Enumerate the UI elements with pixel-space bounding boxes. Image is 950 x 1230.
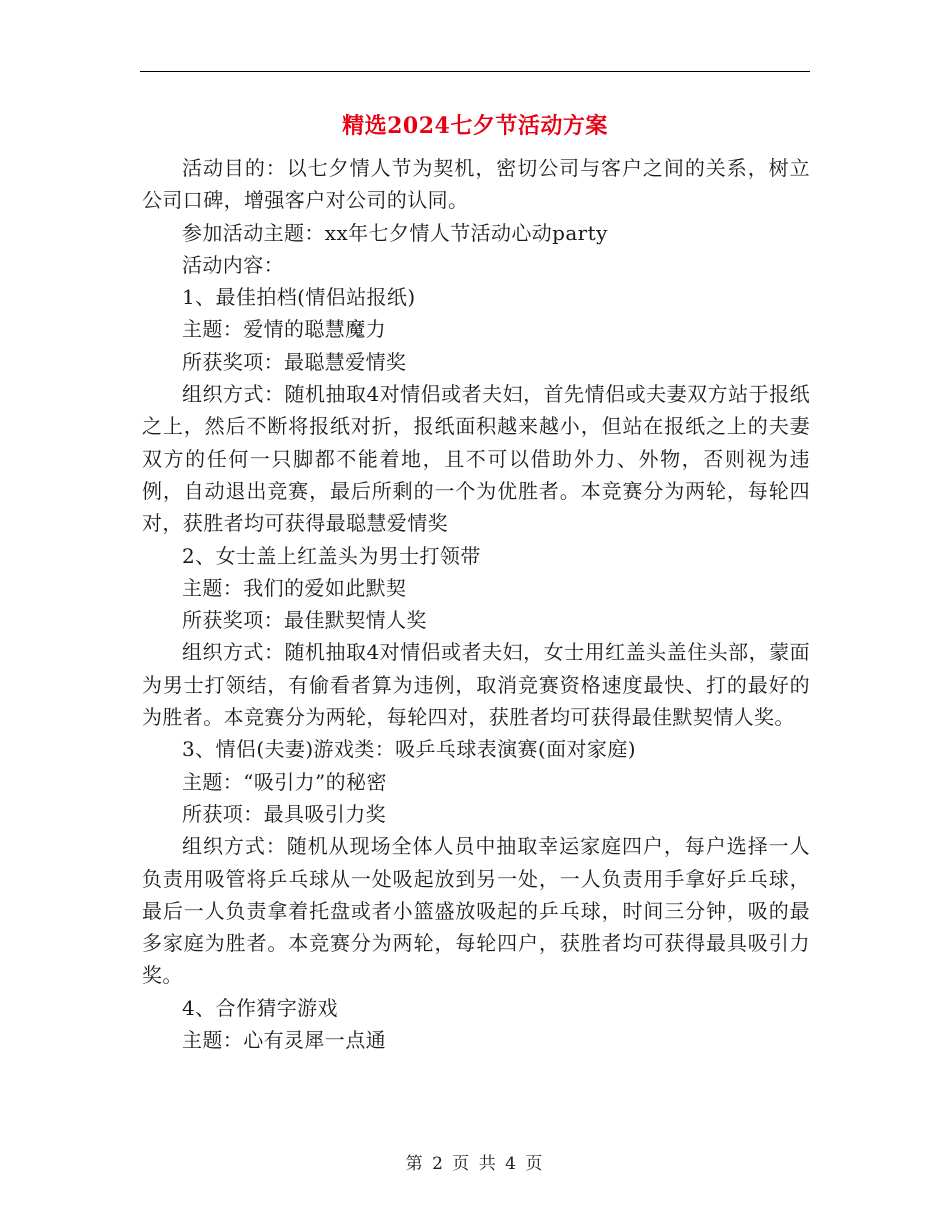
paragraph-item-4-heading: 4、合作猜字游戏 [182,995,338,1020]
paragraph-item-4-theme: 主题：心有灵犀一点通 [182,1028,386,1053]
paragraph-item-2-award: 所获奖项：最佳默契情人奖 [182,608,427,633]
paragraph-purpose: 活动目的：以七夕情人节为契机，密切公司与客户之间的关系，树立公司口碑，增强客户对公司的认同。 [142,156,810,213]
paragraph-item-1-theme: 主题：爱情的聪慧魔力 [182,317,386,342]
header-rule [140,71,810,72]
paragraph-item-3-theme: 主题：“吸引力”的秘密 [182,769,387,794]
page-number-footer: 第 2 页 共 4 页 [405,1154,545,1174]
paragraph-item-2-method: 组织方式：随机抽取4对情侣或者夫妇，女士用红盖头盖住头部，蒙面为男士打领结，有偷看者算为违例，取消竞赛资格速度最快、打的最好的为胜者。本竞赛分为两轮，每轮四对，获胜者均可获得最佳默契情人奖。 [142,640,810,730]
paragraph-item-2-heading: 2、女士盖上红盖头为男士打领带 [182,543,481,568]
document-title: 精选2024七夕节活动方案 [342,113,608,139]
paragraph-content-heading: 活动内容： [182,252,284,277]
paragraph-item-3-method: 组织方式：随机从现场全体人员中抽取幸运家庭四户，每户选择一人负责用吸管将乒乓球从一处吸起放到另一处，一人负责用手拿好乒乓球，最后一人负责拿着托盘或者小篮盛放吸起的乒乓球，时间三分钟，吸的最多家庭为胜者。本竞赛分为两轮，每轮四户，获胜者均可获得最具吸引力奖。 [142,834,810,988]
paragraph-item-3-heading: 3、情侣(夫妻)游戏类：吸乒乓球表演赛(面对家庭) [182,737,636,762]
document-body [142,152,810,1056]
paragraph-item-1-award: 所获奖项：最聪慧爱情奖 [182,349,407,374]
paragraph-theme: 参加活动主题：xx年七夕情人节活动心动party [182,220,608,245]
paragraph-item-1-method: 组织方式：随机抽取4对情侣或者夫妇，首先情侣或夫妻双方站于报纸之上，然后不断将报纸对折，报纸面积越来越小，但站在报纸之上的夫妻双方的任何一只脚都不能着地，且不可以借助外力、外物，否则视为违例，自动退出竞赛，最后所剩的一个为优胜者。本竞赛分为两轮，每轮四对，获胜者均可获得最聪慧爱情奖 [142,382,810,536]
paragraph-item-2-theme: 主题：我们的爱如此默契 [182,575,407,600]
paragraph-item-3-award: 所获项：最具吸引力奖 [182,801,386,826]
paragraph-item-1-heading: 1、最佳拍档(情侣站报纸) [182,285,416,310]
